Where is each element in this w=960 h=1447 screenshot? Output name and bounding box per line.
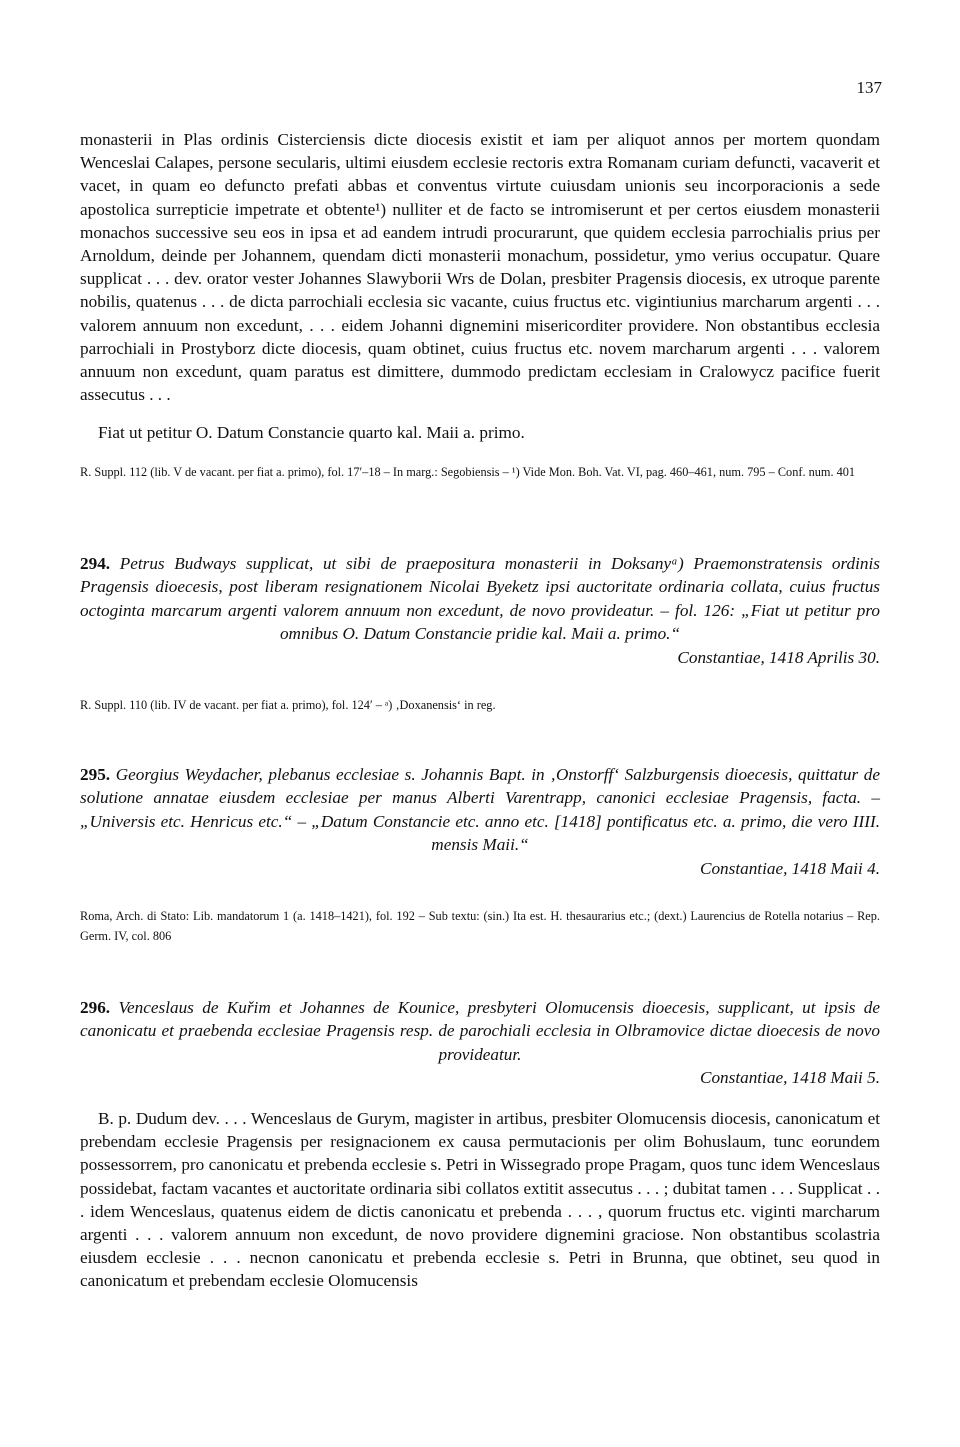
- entry-296-summary: [80, 996, 880, 1066]
- entry-summary-text: Venceslaus de Kuřim et Johannes de Kounice, presbyteri Olomucensis dioecesis, supplicant, ut ipsis de canonicatu et praebenda ecclesiae Pragensis resp. de parochiali ecclesia in Olbramovice dictae dioecesis de novo provideatur.: [80, 998, 881, 1064]
- continuation-paragraph: monasterii in Plas ordinis Cisterciensis dicte diocesis existit et iam per aliquot annos per mortem quondam Wenceslai Calapes, persone secularis, ultimi eiusdem ecclesie rectoris extra Romanam curiam defuncti, vacaverit et vacet, in quam eo defuncto prefati abbas et conventus virtute cuiusdam unionis seu incorporacionis a sede apostolica surrepticie impetrate et obtente¹) nulliter et de facto se intromiserunt et per certos eiusdem monasterii monachos successive seu eos in ipsa et ad eandem intrudi procurarunt, que quidem ecclesia parrochialis prius per Arnoldum, deinde per Johannem, quendam dicti monasterii monachum, possidetur, ymo verius occupatur. Quare supplicat . . . dev. orator vester Johannes Slawyborii Wrs de Dolan, presbiter Pragensis diocesis, ex utroque parente nobilis, quatenus . . . de dicta parrochiali ecclesia sic vacante, cuius fructus etc. vigintiunius marcharum argenti . . . valorem annuum non excedunt, . . . eidem Johanni dignemini misericorditer providere. Non obstantibus ecclesia parrochiali in Prostyborz dicte diocesis, quam obtinet, cuius fructus etc. novem marcharum argenti . . . valorem annuum non excedunt, quam paratus est dimittere, dummodo predictam ecclesiam in Cralowycz pacifice fuerit assecutus . . .: [80, 130, 880, 405]
- entry-294-summary: [80, 552, 880, 646]
- entry-296-text: B. p. Dudum dev. . . . Wenceslaus de Gurym, magister in artibus, presbiter Olomucensis diocesis, canonicatum et prebendam ecclesie Pragensis per resignacionem ex causa permutacionis per olim Bohuslaum, tunc eorundem possessorrem, pro canonicatu et prebenda ecclesie s. Petri in Wissegrado prope Pragam, quos tunc idem Wenceslaus possidebat, factam vacantes et auctoritate ordinaria sibi collatos extitit assecutus . . . ; dubitat tamen . . . Supplicat . . . idem Wenceslaus, quatenus eidem de dictis canonicatu et prebenda . . . , quorum fructus etc. viginti marcharum argenti . . . valorem annuum non excedunt, de novo providere dignemini graciose. Non obstantibus scolastria eiusdem ecclesie . . . necnon canonicatu et prebenda ecclesie s. Petri in Brunna, que obtinet, seu quod in canonicatum et prebendam ecclesie Olomucensis: [80, 1109, 880, 1291]
- entry-number: 295.: [80, 765, 111, 784]
- entry-summary-text: Georgius Weydacher, plebanus ecclesiae s. Johannis Bapt. in ‚Onstorff‘ Salzburgensis dioecesis, quittatur de solutione annatae eiusdem ecclesiae per manus Alberti Varentrapp, canonici ecclesiae Pragensis, facta. – „Universis etc. Henricus etc.“ – „Datum Constancie etc. anno etc. [1418] pontificatus etc. a. primo, die vero IIII. mensis Maii.“: [80, 765, 880, 855]
- entry-number: 296.: [80, 998, 111, 1017]
- entry-295-summary: [80, 763, 880, 857]
- entry-296-date: Constantiae, 1418 Maii 5.: [700, 1068, 880, 1087]
- entry-summary-text: Petrus Budways supplicat, ut sibi de praepositura monasterii in Doksanyᵃ) Praemonstratensis ordinis Pragensis dioecesis, post liberam resignationem Nicolai Byeketz ipsi auctoritate ordinaria collata, cuius fructus octoginta marcarum argenti valorem annuum non excedunt, de novo provideatur. – fol. 126: „Fiat ut petitur pro omnibus O. Datum Constancie pridie kal. Maii a. primo.“: [80, 554, 880, 644]
- entry-294-date: Constantiae, 1418 Aprilis 30.: [677, 648, 880, 667]
- page-number: 137: [856, 78, 882, 97]
- entry-294-note: R. Suppl. 110 (lib. IV de vacant. per fiat a. primo), fol. 124′ – ᵃ) ‚Doxanensis‘ in reg.: [80, 698, 496, 712]
- fiat-line: Fiat ut petitur O. Datum Constancie quarto kal. Maii a. primo.: [98, 423, 525, 442]
- entry-number: 294.: [80, 554, 111, 573]
- entry-295-note: Roma, Arch. di Stato: Lib. mandatorum 1 (a. 1418–1421), fol. 192 – Sub textu: (sin.) Ita est. H. thesaurarius etc.; (dext.) Laurencius de Rotella notarius – Rep. Germ. IV, col. 806: [80, 909, 880, 943]
- footnote-continuation: R. Suppl. 112 (lib. V de vacant. per fiat a. primo), fol. 17′–18 – In marg.: Segobiensis – ¹) Vide Mon. Boh. Vat. VI, pag. 460–461, num. 795 – Conf. num. 401: [80, 465, 856, 479]
- entry-295-date: Constantiae, 1418 Maii 4.: [700, 859, 880, 878]
